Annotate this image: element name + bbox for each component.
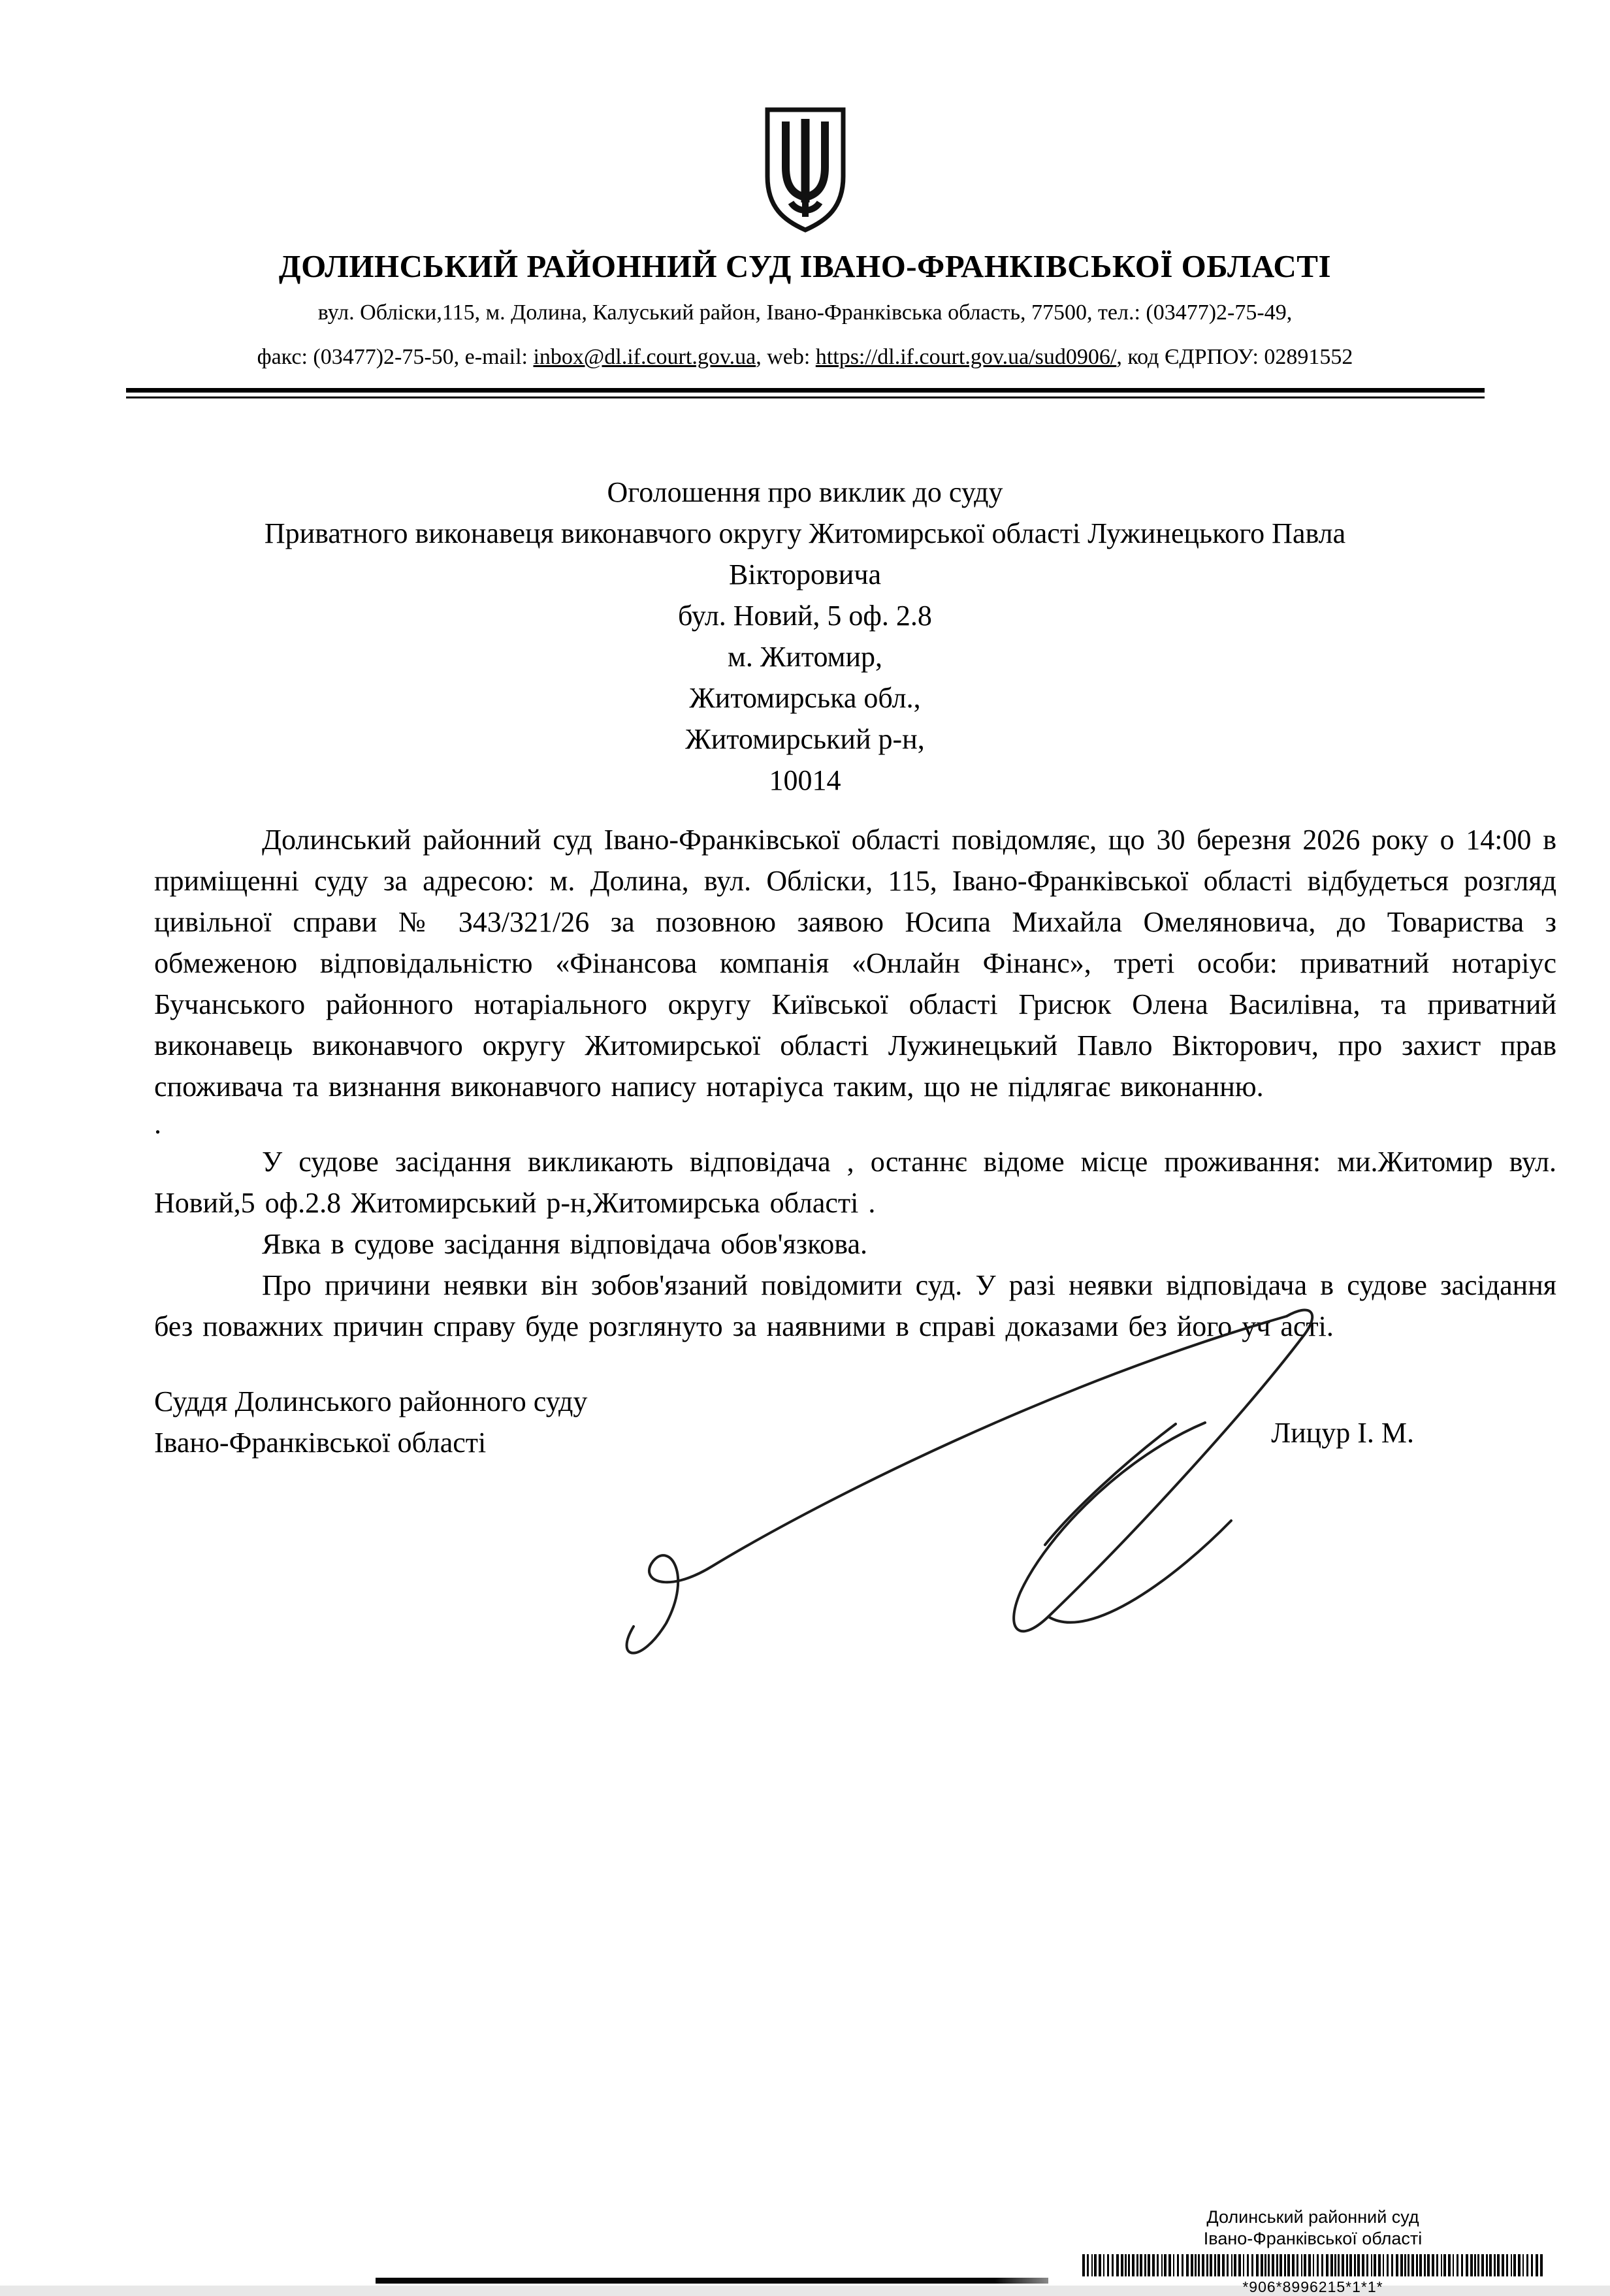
notice-line: 10014 [769,764,841,796]
notice-line: Вікторовича [729,558,881,590]
stray-dot: . [154,1108,161,1140]
signature-block [154,1381,1414,1463]
ukraine-trident-emblem-icon [760,105,851,235]
footer-stamp [1065,2207,1561,2296]
body-paragraph-1: Долинський районний суд Івано-Франківської області повідомляє, що 30 березня 2026 року о 14:00 в приміщенні суду за адресою: м. Долина, вул. Обліски, 115, Івано-Франківської області відбудеться розгляд цивільної справи № 343/321/26 за позовною заявою Юсипа Михайла Омеляновича, до Товариства з обмеженою відповідальністю «Фінансова компанія «Онлайн Фінанс», треті особи: приватний нотаріус Бучанського районного нотаріального округу Київської області Грисюк Олена Василівна, та приватний виконавець виконавчого округу Житомирської області Лужинецький Павло Вікторович, про захист прав споживача та визнання виконавчого напису нотаріуса таким, що не підлягає виконанню. [154,824,1556,1103]
barcode [1065,2254,1561,2276]
judge-title-line1: Суддя Долинського районного суду [154,1385,588,1417]
notice-line: бул. Новий, 5 оф. 2.8 [678,600,932,632]
judge-name: Лицур І. М. [1271,1417,1414,1449]
notice-line: Оголошення про виклик до суду [607,476,1003,508]
judge-title [154,1381,587,1463]
header-divider [126,388,1485,398]
barcode-text: *906*8996215*1*1* [1242,2278,1383,2295]
court-address-line: вул. Обліски,115, м. Долина, Калуський район, Івано-Франківська область, 77500, тел.: (03477)2-75-49, [317,300,1293,325]
notice-line: Приватного виконавеця виконавчого округу Житомирської області Лужинецького Павла [264,517,1346,549]
notice-line: Житомирський р-н, [685,723,925,755]
web-link[interactable]: https://dl.if.court.gov.ua/sud0906/ [815,345,1117,369]
document-body [154,819,1556,1347]
notice-line: м. Житомир, [727,641,882,673]
divider-thick-line [126,388,1485,393]
contact-prefix: факс: (03477)2-75-50, e-mail: [257,345,534,369]
notice-title-and-recipient-block [0,472,1610,801]
body-paragraph-2: У судове засідання викликають відповідача , останнє відоме місце проживання: ми.Житомир вул. Новий,5 оф.2.8 Житомирський р-н,Житомирська області . [154,1146,1556,1219]
contact-mid: , web: [756,345,816,369]
footer-court-name [1065,2207,1561,2250]
notice-line: Житомирська обл., [689,682,921,714]
court-name: ДОЛИНСЬКИЙ РАЙОННИЙ СУД ІВАНО-ФРАНКІВСЬКОЇ ОБЛАСТІ [278,248,1332,284]
footer-court-line2: Івано-Франківської області [1203,2229,1423,2248]
contact-suffix: , код ЄДРПОУ: 02891552 [1116,345,1353,369]
footer-court-line1: Долинський районний суд [1206,2207,1419,2227]
body-paragraph-3: Явка в судове засідання відповідача обов'язкова. [262,1228,867,1260]
document-header [0,0,1610,398]
scan-artifact [376,2278,1048,2284]
court-contact-line [0,345,1610,370]
email-link[interactable]: inbox@dl.if.court.gov.ua [533,345,756,369]
judge-title-line2: Івано-Франківської області [154,1427,487,1459]
body-paragraph-4: Про причини неявки він зобов'язаний повідомити суд. У разі неявки відповідача в судове засідання без поважних причин справу буде розглянуто за наявними в справі доказами без його уч асті. [154,1269,1556,1342]
divider-thin-line [126,396,1485,398]
